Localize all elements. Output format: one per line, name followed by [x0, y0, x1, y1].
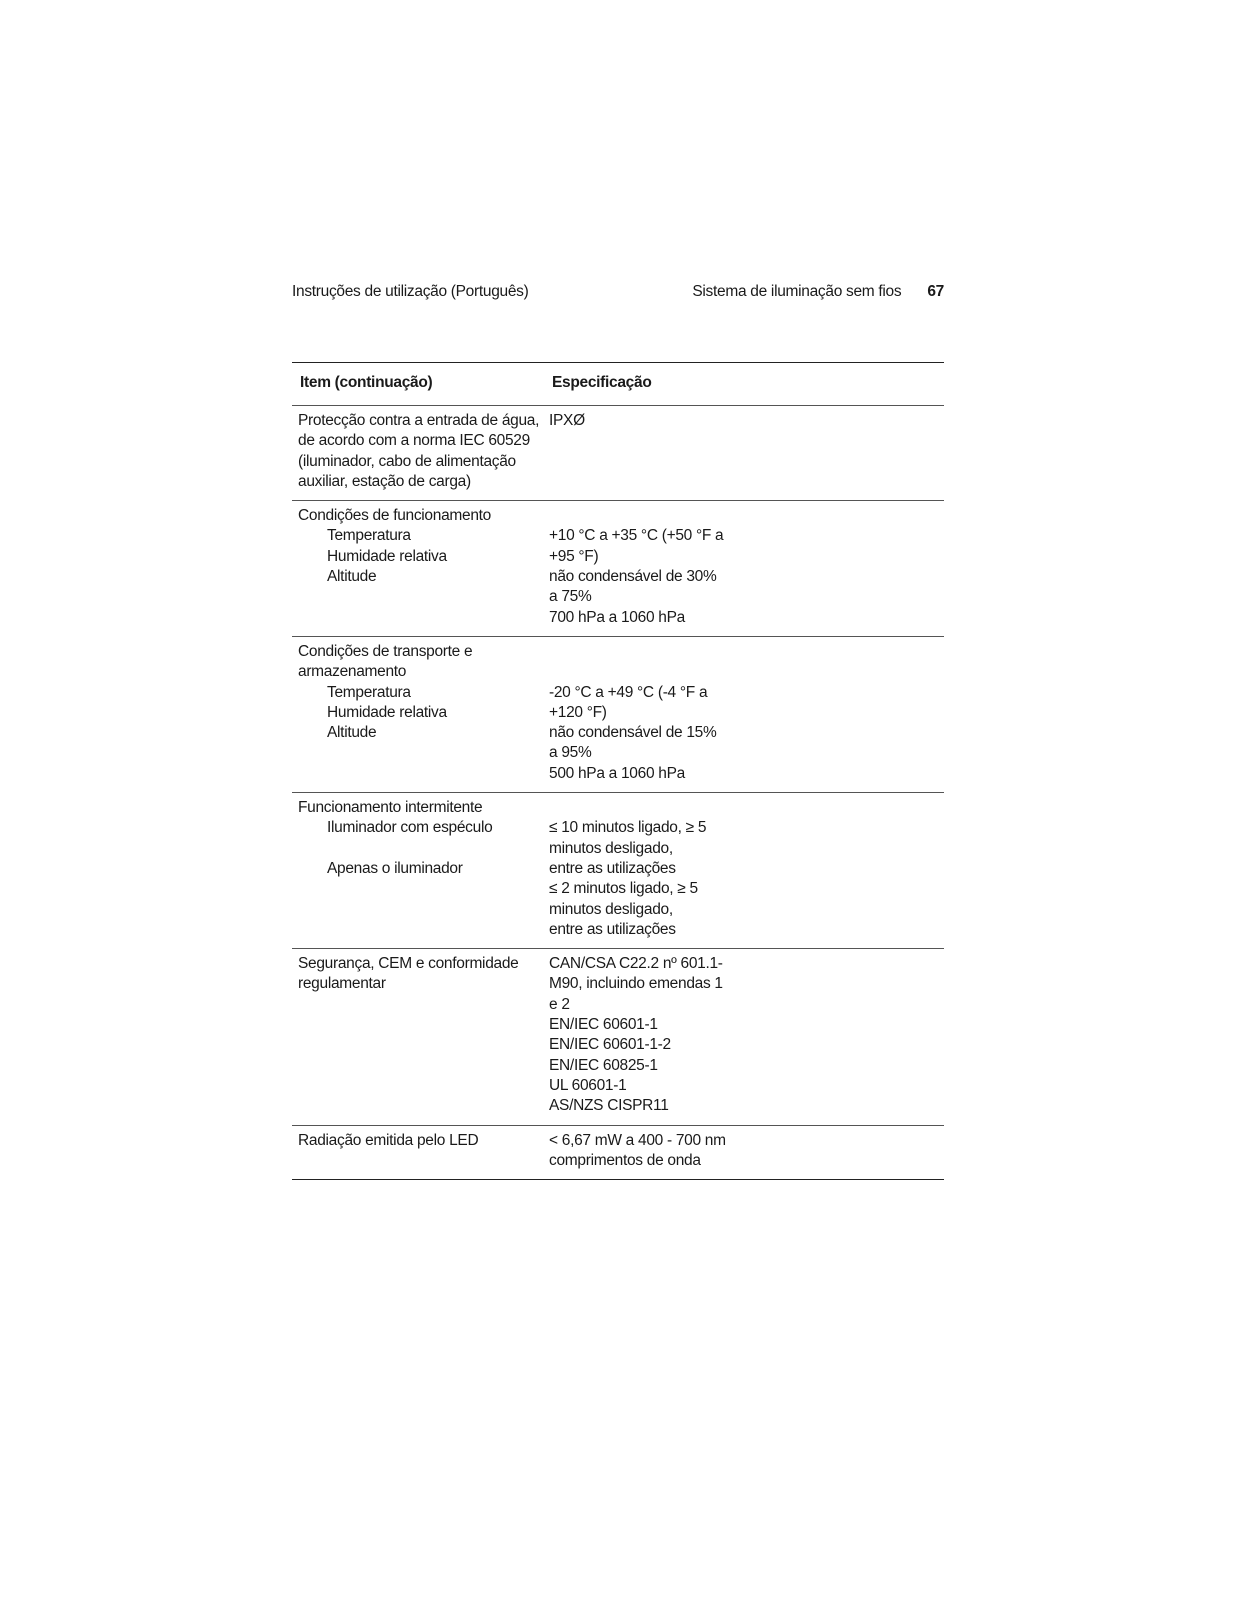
spec-line: +120 °F) — [549, 703, 607, 721]
spec-line: não condensável de 15% — [549, 724, 717, 742]
item-line — [298, 839, 545, 859]
spec-line — [549, 662, 720, 682]
table-row — [292, 1126, 944, 1181]
item-line: armazenamento — [298, 663, 407, 681]
item-line: Humidade relativa — [327, 703, 447, 721]
spec-line: M90, incluindo emendas 1 — [549, 975, 723, 993]
item-cell — [292, 1131, 545, 1172]
spec-cell — [545, 506, 724, 628]
item-cell — [292, 954, 545, 1116]
item-line: Condições de funcionamento — [298, 507, 491, 525]
table-row — [292, 793, 944, 949]
item-cell — [292, 642, 545, 784]
item-line: Humidade relativa — [327, 547, 447, 565]
spec-line: minutos desligado, — [549, 900, 673, 918]
spec-cell — [545, 1131, 726, 1172]
table-row — [292, 637, 944, 793]
spec-line: e 2 — [549, 995, 570, 1013]
spec-line: EN/IEC 60601-1-2 — [549, 1036, 671, 1054]
item-line: Altitude — [327, 568, 377, 586]
table-header-row — [292, 362, 944, 406]
spec-line: comprimentos de onda — [549, 1151, 701, 1169]
item-line: Radiação emitida pelo LED — [298, 1131, 479, 1149]
item-line: Altitude — [327, 724, 377, 742]
item-line: (iluminador, cabo de alimentação — [298, 452, 516, 470]
item-line: de acordo com a norma IEC 60529 — [298, 432, 530, 450]
item-cell — [292, 506, 545, 628]
table-row — [292, 406, 944, 501]
header-right — [692, 283, 944, 301]
spec-line: a 75% — [549, 588, 592, 606]
page-number: 67 — [927, 283, 944, 300]
spec-cell — [545, 954, 723, 1116]
spec-line: entre as utilizações — [549, 859, 676, 877]
spec-cell — [545, 411, 720, 492]
item-line: Apenas o iluminador — [327, 859, 463, 877]
spec-line: +95 °F) — [549, 547, 599, 565]
table-row — [292, 949, 944, 1125]
spec-line — [549, 642, 720, 662]
item-line: Segurança, CEM e conformidade — [298, 955, 519, 973]
header-section-title: Sistema de iluminação sem fios — [692, 283, 902, 300]
table-row — [292, 501, 944, 637]
spec-line: CAN/CSA C22.2 nº 601.1- — [549, 955, 723, 973]
item-line: Funcionamento intermitente — [298, 799, 483, 817]
item-line: auxiliar, estação de carga) — [298, 472, 471, 490]
spec-line: ≤ 10 minutos ligado, ≥ 5 — [549, 819, 707, 837]
column-header-specification: Especificação — [552, 374, 652, 391]
spec-line: não condensável de 30% — [549, 568, 717, 586]
spec-cell — [545, 642, 720, 784]
spec-line — [549, 506, 720, 526]
spec-line: +10 °C a +35 °C (+50 °F a — [549, 527, 724, 545]
column-header-item: Item (continuação) — [300, 374, 433, 391]
item-line: Protecção contra a entrada de água, — [298, 412, 540, 429]
spec-cell — [545, 798, 720, 940]
specification-table — [292, 362, 944, 1180]
item-line: Condições de transporte e — [298, 642, 473, 660]
spec-line: UL 60601-1 — [549, 1076, 627, 1094]
spec-line: EN/IEC 60601-1 — [549, 1016, 658, 1034]
spec-line: IPXØ — [549, 412, 585, 429]
item-cell — [292, 798, 545, 940]
spec-line: 700 hPa a 1060 hPa — [549, 608, 685, 626]
spec-line: < 6,67 mW a 400 - 700 nm — [549, 1131, 726, 1149]
item-line: Temperatura — [327, 683, 411, 701]
item-line: regulamentar — [298, 975, 386, 993]
item-line: Iluminador com espéculo — [327, 819, 493, 837]
spec-line — [549, 798, 720, 818]
spec-line: a 95% — [549, 744, 592, 762]
item-line: Temperatura — [327, 527, 411, 545]
spec-line: AS/NZS CISPR11 — [549, 1097, 669, 1115]
spec-line: EN/IEC 60825-1 — [549, 1056, 658, 1074]
header-document-title: Instruções de utilização (Português) — [292, 283, 529, 300]
item-cell — [292, 411, 545, 492]
spec-line: 500 hPa a 1060 hPa — [549, 764, 685, 782]
page-header — [292, 283, 944, 307]
spec-line: -20 °C a +49 °C (-4 °F a — [549, 683, 708, 701]
spec-line: ≤ 2 minutos ligado, ≥ 5 — [549, 880, 698, 898]
spec-line: entre as utilizações — [549, 920, 676, 938]
spec-line: minutos desligado, — [549, 839, 673, 857]
